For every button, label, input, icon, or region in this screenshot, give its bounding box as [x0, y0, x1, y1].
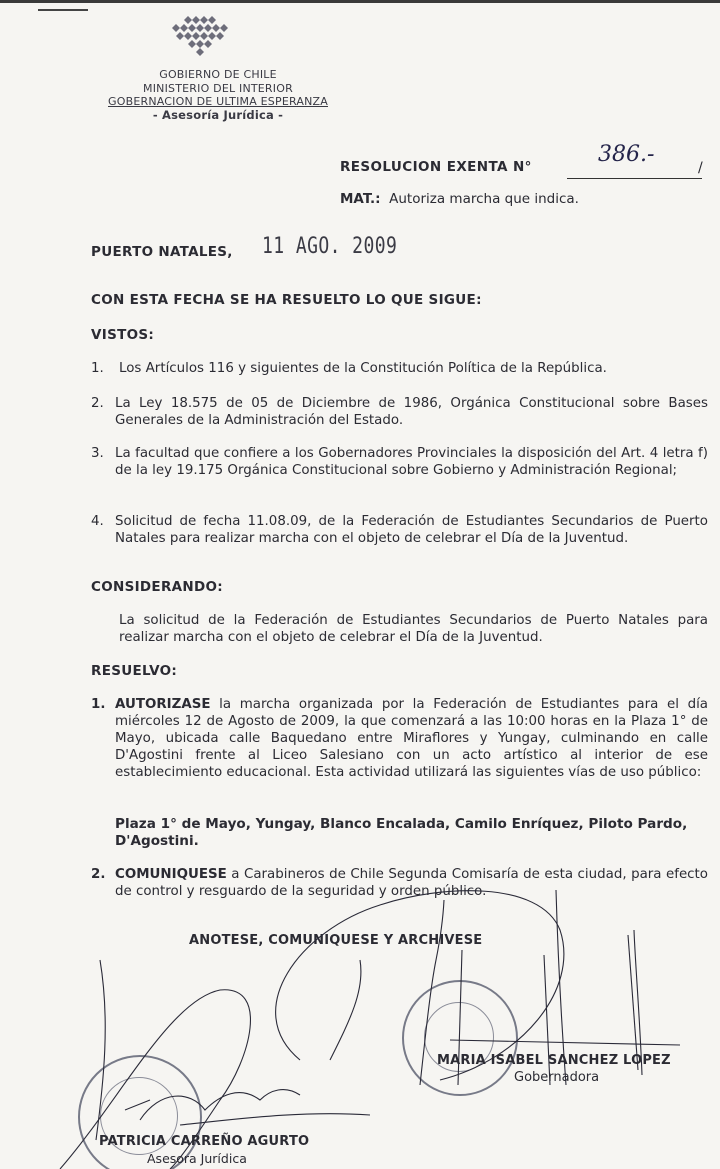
item-text: La facultad que confiere a los Gobernadores Provinciales la disposición del Art. 4 letra f) de la ley 19.175 Orgánica Constitucional sobre Gobierno y Administración Regional; — [115, 446, 708, 478]
subject-text: Autoriza marcha que indica. — [389, 191, 579, 207]
resolution-slash: / — [698, 160, 703, 176]
resuelvo-heading: RESUELVO: — [91, 663, 178, 679]
place: PUERTO NATALES, — [91, 244, 233, 260]
item-text: Los Artículos 116 y siguientes de la Constitución Política de la República. — [119, 361, 607, 376]
item-lead: AUTORIZASE — [115, 697, 211, 712]
item-number: 2. — [91, 867, 106, 882]
date-stamp: 11 AGO. 2009 — [262, 234, 398, 259]
legal-advisor-name: PATRICIA CARREÑO AGURTO — [99, 1134, 310, 1149]
item-text: La Ley 18.575 de 05 de Diciembre de 1986, Orgánica Constitucional sobre Bases Generales de la Administración del Estado. — [115, 396, 708, 428]
header-line-legal-office: - Asesoría Jurídica - — [152, 107, 284, 122]
considerando-heading: CONSIDERANDO: — [91, 579, 223, 595]
header-line-government: GOBIERNO DE CHILE — [159, 68, 277, 81]
item-number: 1. — [91, 697, 106, 712]
vistos-heading: VISTOS: — [91, 327, 155, 343]
resolution-label: RESOLUCION EXENTA N° — [340, 159, 532, 175]
item-text: a Carabineros de Chile Segunda Comisaría de esta ciudad, para efecto de control y resguardo de la seguridad y orden público. — [115, 867, 708, 899]
item-number: 3. — [91, 446, 104, 461]
item-text: la marcha organizada por la Federación de Estudiantes para el día miércoles 12 de Agosto de 2009, la que comenzará a las 10:00 horas en la Plaza 1° de Mayo, ubicada calle Baquedano entre Miraflores y Yungay, culminando en calle D'Agostini frente al Liceo Salesiano con un acto artístico al interior de ese establecimiento educacional. Esta actividad utilizará las siguientes vías de uso público: — [115, 697, 708, 780]
governor-title: Gobernadora — [514, 1070, 600, 1085]
item-number: 1. — [91, 361, 104, 376]
item-lead: COMUNIQUESE — [115, 867, 227, 882]
item-number: 2. — [91, 396, 104, 411]
item-text: Solicitud de fecha 11.08.09, de la Federación de Estudiantes Secundarios de Puerto Natales para realizar marcha con el objeto de celebrar el Día de la Juventud. — [115, 514, 708, 546]
governor-name: MARIA ISABEL SANCHEZ LOPEZ — [437, 1053, 671, 1068]
subject-label: MAT.: — [340, 191, 381, 207]
street-list: Plaza 1° de Mayo, Yungay, Blanco Encalada, Camilo Enríquez, Piloto Pardo, D'Agostini. — [115, 816, 688, 849]
intro-heading: CON ESTA FECHA SE HA RESUELTO LO QUE SIGUE: — [91, 292, 482, 308]
resolution-number: 386.- — [598, 142, 655, 167]
header-line-ministry: MINISTERIO DEL INTERIOR — [143, 81, 293, 95]
considerando-text: La solicitud de la Federación de Estudiantes Secundarios de Puerto Natales para realizar marcha con el objeto de celebrar el Día de la Juventud. — [119, 613, 708, 645]
header-line-governorate: GOBERNACION DE ULTIMA ESPERANZA — [108, 95, 328, 108]
legal-advisor-title: Asesora Jurídica — [147, 1151, 247, 1166]
closing-formula: ANOTESE, COMUNIQUESE Y ARCHIVESE — [189, 933, 483, 948]
item-number: 4. — [91, 514, 104, 529]
